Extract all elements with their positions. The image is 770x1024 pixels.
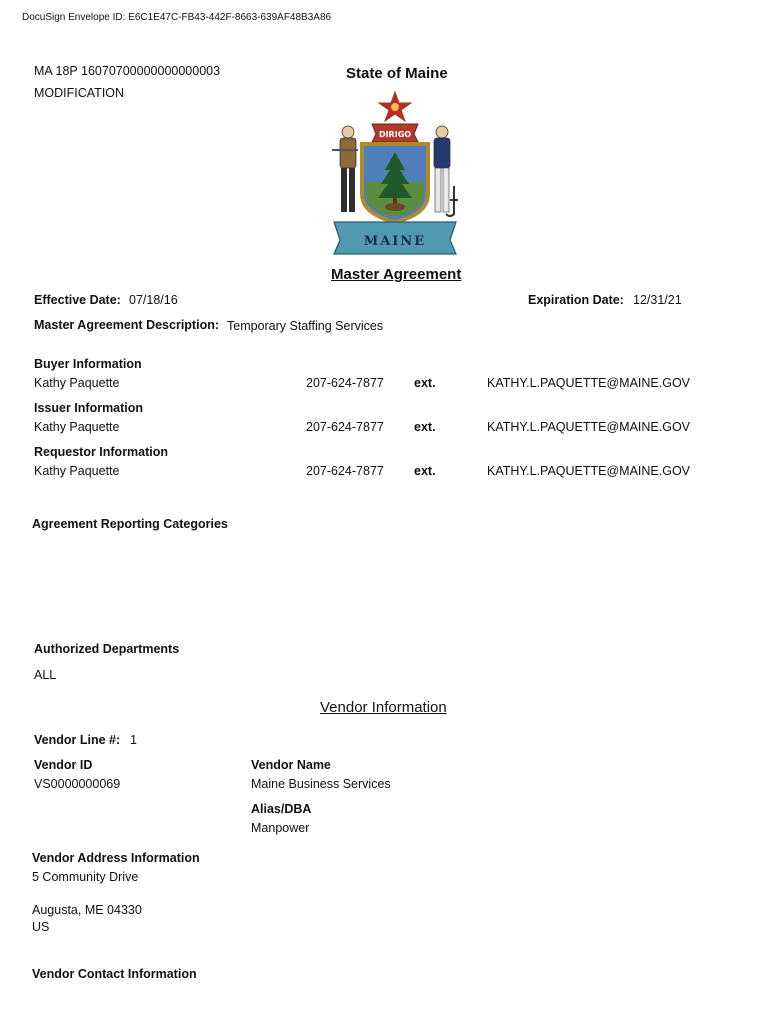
vendor-address-line1: 5 Community Drive <box>32 870 139 884</box>
requestor-heading: Requestor Information <box>34 445 169 459</box>
expiration-date-value: 12/31/21 <box>633 293 682 307</box>
buyer-name: Kathy Paquette <box>34 376 120 390</box>
requestor-email: KATHY.L.PAQUETTE@MAINE.GOV <box>487 464 691 478</box>
document-number: MA 18P 16070700000000000003 <box>34 64 221 78</box>
effective-date-value: 07/18/16 <box>129 293 178 307</box>
vendor-address-heading: Vendor Address Information <box>32 851 200 865</box>
vendor-line-value: 1 <box>130 733 137 747</box>
effective-date-label: Effective Date: <box>34 293 121 307</box>
vendor-name-label: Vendor Name <box>251 758 331 772</box>
requestor-ext: ext. <box>414 464 436 478</box>
requestor-name: Kathy Paquette <box>34 464 120 478</box>
issuer-heading: Issuer Information <box>34 401 144 415</box>
agreement-title: Master Agreement <box>331 266 462 283</box>
issuer-name: Kathy Paquette <box>34 420 120 434</box>
description-label: Master Agreement Description: <box>34 318 219 332</box>
requestor-phone: 207-624-7877 <box>306 464 384 478</box>
vendor-title: Vendor Information <box>320 699 447 716</box>
seal-name: MAINE <box>363 234 427 249</box>
state-title: State of Maine <box>346 65 448 82</box>
state-seal <box>328 90 462 256</box>
vendor-id-label: Vendor ID <box>34 758 93 772</box>
alias-label: Alias/DBA <box>251 802 312 816</box>
vendor-contact-heading: Vendor Contact Information <box>32 967 197 981</box>
vendor-line-label: Vendor Line #: <box>34 733 121 747</box>
vendor-address-line2: Augusta, ME 04330 <box>32 903 142 917</box>
issuer-ext: ext. <box>414 420 436 434</box>
description-value: Temporary Staffing Services <box>227 319 384 333</box>
issuer-phone: 207-624-7877 <box>306 420 384 434</box>
departments-value: ALL <box>34 668 57 682</box>
issuer-email: KATHY.L.PAQUETTE@MAINE.GOV <box>487 420 691 434</box>
alias-value: Manpower <box>251 821 310 835</box>
seal-motto: DIRIGO <box>378 130 412 139</box>
vendor-name-value: Maine Business Services <box>251 777 391 791</box>
buyer-heading: Buyer Information <box>34 357 142 371</box>
expiration-date-label: Expiration Date: <box>528 293 624 307</box>
vendor-id-value: VS0000000069 <box>34 777 121 791</box>
buyer-ext: ext. <box>414 376 436 390</box>
buyer-email: KATHY.L.PAQUETTE@MAINE.GOV <box>487 376 691 390</box>
reporting-categories-heading: Agreement Reporting Categories <box>32 517 228 531</box>
vendor-address-line3: US <box>32 920 50 934</box>
departments-heading: Authorized Departments <box>34 642 180 656</box>
buyer-phone: 207-624-7877 <box>306 376 384 390</box>
envelope-id: DocuSign Envelope ID: E6C1E47C-FB43-442F-8663-639AF48B3A86 <box>22 12 332 23</box>
document-type: MODIFICATION <box>34 86 125 100</box>
